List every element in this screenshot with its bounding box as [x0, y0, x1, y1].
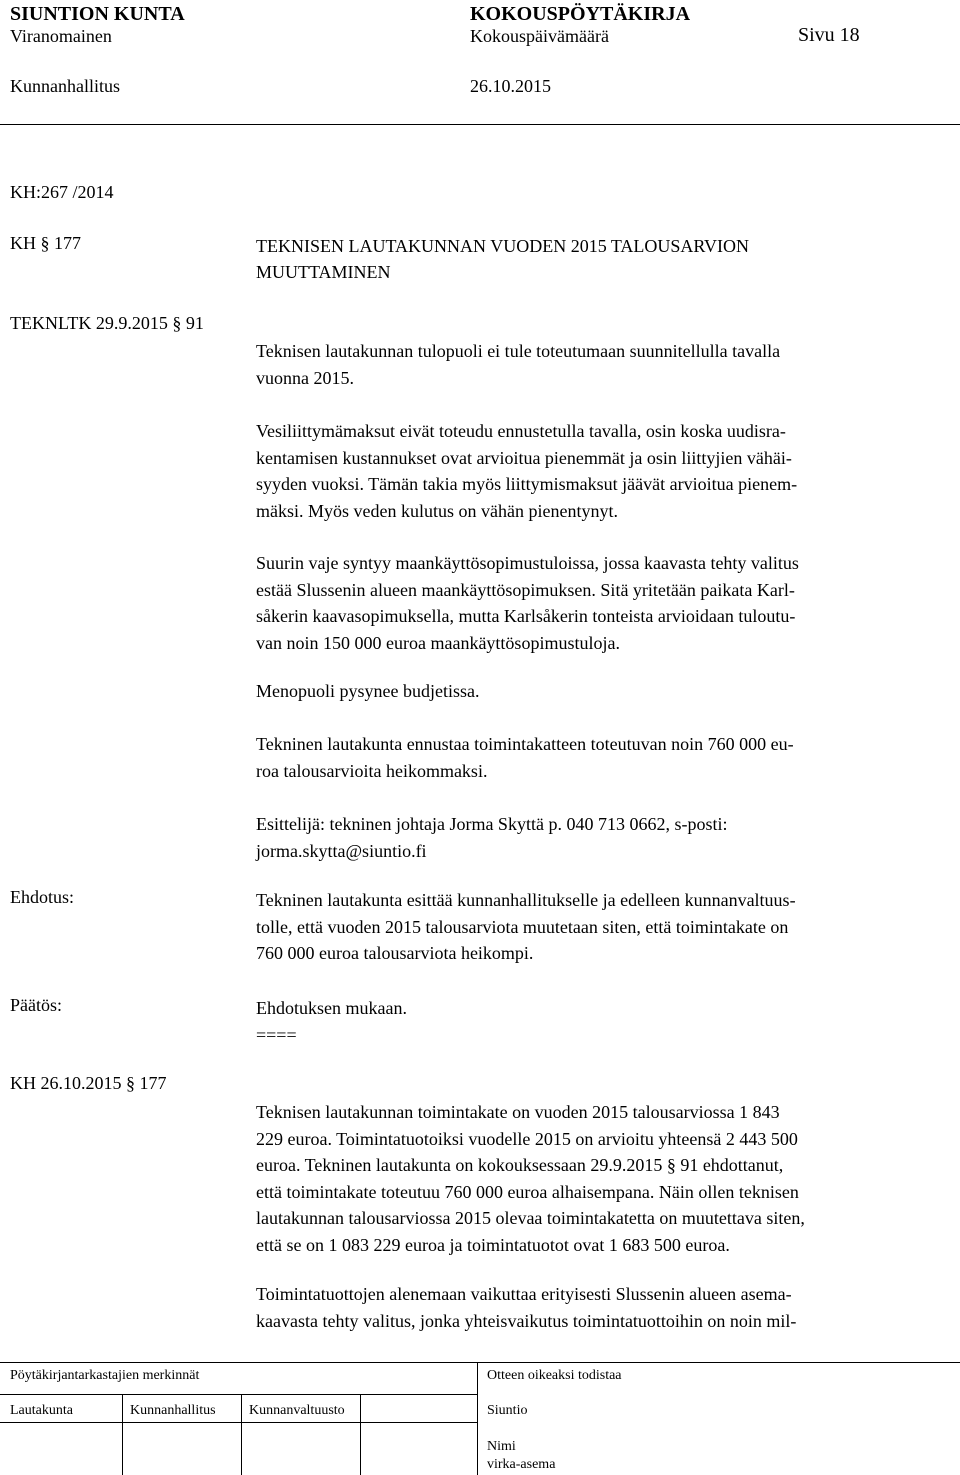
case-title	[256, 233, 946, 285]
meeting-date-label: Kokouspäivämäärä	[470, 26, 609, 46]
footer-row-line	[0, 1394, 477, 1395]
text-line: Teknisen lautakunnan toimintakate on vuoden 2015 talousarviossa 1 843	[256, 1102, 780, 1122]
text-line: kentamisen kustannukset ovat arvioitua pienemmät ja osin liittyjien vähäi-	[256, 447, 792, 468]
text-line: Suurin vaje syntyy maankäyttösopimustuloissa, jossa kaavasta tehty valitus	[256, 553, 799, 573]
presenter-email: jorma.skytta@siuntio.fi	[256, 840, 427, 861]
text-line: Tekninen lautakunta esittää kunnanhallitukselle ja edelleen kunnanvaltuus-	[256, 890, 796, 910]
proposal-label: Ehdotus:	[10, 887, 75, 907]
text-line: van noin 150 000 euroa maankäyttösopimustuloja.	[256, 632, 620, 653]
meeting-date-value: 26.10.2015	[470, 76, 551, 96]
checkers-label: Pöytäkirjantarkastajien merkinnät	[10, 1368, 200, 1383]
footer-top-border	[0, 1362, 960, 1363]
decision-text	[256, 995, 946, 1048]
text-line: Esittelijä: tekninen johtaja Jorma Skyttä p. 040 713 0662, s-posti:	[256, 814, 728, 834]
paragraph-operating-margin	[256, 1099, 946, 1259]
decision-separator: ====	[256, 1024, 297, 1045]
kh-meeting-reference: KH 26.10.2015 § 177	[10, 1073, 167, 1093]
footer-kunnanhallitus: Kunnanhallitus	[130, 1403, 216, 1418]
text-line: 229 euroa. Toimintatuotoiksi vuodelle 2015 on arvioitu yhteensä 2 443 500	[256, 1128, 798, 1149]
footer-col-line	[360, 1394, 361, 1475]
text-line: Vesiliittymämaksut eivät toteudu ennustetulla tavalla, osin koska uudisra-	[256, 421, 786, 441]
footer-divider	[477, 1362, 478, 1475]
paragraph-income	[256, 338, 946, 391]
text-line: vuonna 2015.	[256, 367, 354, 388]
case-title-line: MUUTTAMINEN	[256, 262, 391, 282]
text-line: että toimintakate toteutuu 760 000 euroa alhaisempana. Näin ollen teknisen	[256, 1181, 799, 1202]
text-line: Tekninen lautakunta ennustaa toimintakatteen toteutuvan noin 760 000 eu-	[256, 734, 794, 754]
proposal-text	[256, 887, 946, 967]
text-line: mäksi. Myös veden kulutus on vähän pienentynyt.	[256, 500, 618, 521]
document-type: KOKOUSPÖYTÄKIRJA	[470, 3, 691, 25]
text-line: Menopuoli pysynee budjetissa.	[256, 681, 480, 701]
paragraph-water-fees	[256, 418, 946, 524]
text-line: 760 000 euroa talousarviota heikompi.	[256, 943, 534, 964]
text-line: että se on 1 083 229 euroa ja toimintatuotot ovat 1 683 500 euroa.	[256, 1234, 730, 1255]
text-line: roa talousarvioita heikommaksi.	[256, 760, 488, 781]
footer-name-label: Nimi	[487, 1439, 516, 1454]
footer-lautakunta: Lautakunta	[10, 1403, 73, 1418]
text-line: lautakunnan talousarviossa 2015 olevaa toimintakatetta on muutettava siten,	[256, 1208, 805, 1229]
footer-place: Siuntio	[487, 1403, 528, 1418]
municipality-name: SIUNTION KUNTA	[10, 3, 185, 25]
footer-row-line	[0, 1422, 477, 1423]
page-number: Sivu 18	[798, 24, 860, 46]
authority-value: Kunnanhallitus	[10, 76, 120, 96]
paragraph-revenue-decline	[256, 1281, 946, 1334]
case-id: KH § 177	[10, 233, 81, 253]
paragraph-expenses	[256, 678, 946, 705]
footer-kunnanvaltuusto: Kunnanvaltuusto	[249, 1403, 345, 1418]
paragraph-land-use	[256, 550, 946, 656]
authority-label: Viranomainen	[10, 26, 112, 46]
text-line: Toimintatuottojen alenemaan vaikuttaa erityisesti Slussenin alueen asema-	[256, 1284, 792, 1304]
text-line: estää Slussenin alueen maankäyttösopimuksen. Sitä yritetään paikata Karl-	[256, 579, 795, 600]
text-line: euroa. Tekninen lautakunta on kokouksessaan 29.9.2015 § 91 ehdottanut,	[256, 1155, 784, 1176]
text-line: Ehdotuksen mukaan.	[256, 998, 407, 1018]
text-line: syyden vuoksi. Tämän takia myös liittymismaksut jäävät arvioitua pienem-	[256, 474, 798, 495]
footer-title-label: virka-asema	[487, 1457, 556, 1472]
tekn-reference: TEKNLTK 29.9.2015 § 91	[10, 313, 204, 333]
text-line: kaavasta tehty valitus, jonka yhteisvaikutus toimintatuottoihin on noin mil-	[256, 1310, 797, 1331]
copy-certified-label: Otteen oikeaksi todistaa	[487, 1368, 622, 1383]
case-title-line: TEKNISEN LAUTAKUNNAN VUODEN 2015 TALOUSARVION	[256, 236, 749, 256]
text-line: Teknisen lautakunnan tulopuoli ei tule toteutumaan suunnitellulla tavalla	[256, 341, 781, 361]
text-line: tolle, että vuoden 2015 talousarviota muutetaan siten, että toimintakate on	[256, 916, 789, 937]
paragraph-forecast	[256, 731, 946, 784]
footer-col-line	[122, 1394, 123, 1475]
text-line: såkerin kaavasopimuksella, mutta Karlsåkerin tonteista arvioidaan tuloutu-	[256, 606, 796, 627]
kh-reference: KH:267 /2014	[10, 182, 114, 202]
footer-col-line	[241, 1394, 242, 1475]
header-divider	[0, 124, 960, 125]
decision-label: Päätös:	[10, 995, 62, 1015]
paragraph-presenter	[256, 811, 946, 864]
